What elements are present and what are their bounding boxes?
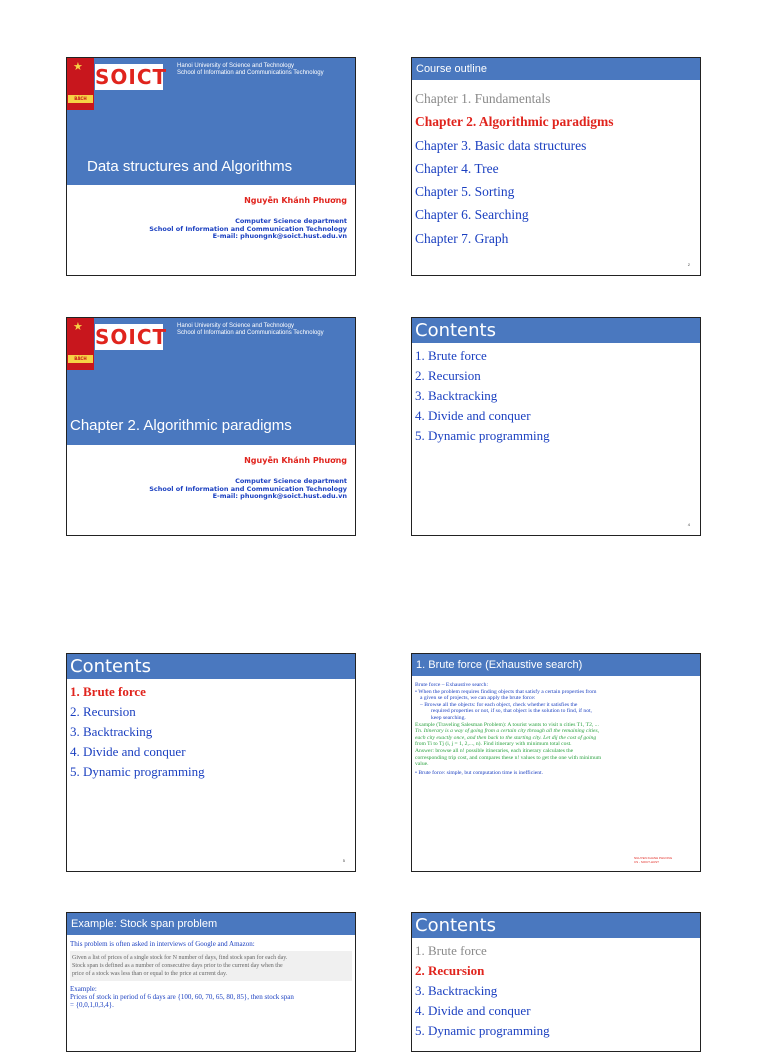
body-line: a given se of projects, we can apply the brute force: — [420, 695, 536, 702]
contents-item: 5. Dynamic programming — [70, 764, 205, 779]
slide-chapter-title — [66, 317, 356, 536]
slide-contents-brute-force — [66, 653, 356, 872]
slide-header: Example: Stock span problem — [67, 913, 355, 935]
university-name — [177, 63, 324, 77]
contents-item: 3. Backtracking — [415, 983, 498, 998]
school-line: School of Information and Communications Technology — [177, 70, 324, 76]
answer-line: Answer: browse all n! possible itineraries, each itinerary calculates the — [415, 747, 574, 754]
signature-line: NGUYEN KHANH PHUONG — [634, 856, 673, 860]
outline-item: Chapter 4. Tree — [415, 160, 499, 176]
contents-item: 3. Backtracking — [70, 724, 153, 739]
answer-line: corresponding trip cost, and compares these n! values to get the one with minimum — [415, 754, 602, 761]
soict-logo: SOICT — [95, 65, 168, 89]
statement-line: Stock span is defined as a number of consecutive days prior to the current day when the — [72, 963, 283, 969]
example-line: Example (Traveling Salesman Problem): A tourist wants to visit n cities T1, T2, ... — [415, 721, 599, 728]
example-line: Tn. Itinerary is a way of going from a certain city through all the remaining cities, — [415, 728, 600, 735]
slide-header: Contents — [67, 654, 355, 679]
department-info — [149, 218, 347, 241]
contents-item: 5. Dynamic programming — [415, 1023, 550, 1038]
answer-line: value. — [415, 761, 429, 768]
body-line: This problem is often asked in interviews of Google and Amazon: — [70, 940, 255, 948]
outline-item: Chapter 5. Sorting — [415, 184, 515, 200]
example-line: each city exactly once, and then back to the starting city. Let dij the cost of going — [415, 734, 597, 741]
author-name: Nguyễn Khánh Phương — [244, 196, 347, 205]
logo-badge: BÁCH KHOA — [68, 355, 93, 363]
contents-item: 4. Divide and conquer — [415, 1003, 531, 1018]
contents-item-done: 1. Brute force — [415, 943, 487, 958]
title-band — [67, 318, 355, 445]
slide-contents — [411, 317, 701, 536]
department-info — [149, 478, 347, 501]
university-name — [177, 323, 324, 337]
page-number: 5 — [342, 858, 345, 863]
dept-line: Computer Science department — [235, 217, 347, 225]
author-signature — [634, 856, 672, 864]
statement-line: price of a stock was less than or equal to the price at current day. — [72, 971, 228, 977]
email-line: E-mail: phuongnk@soict.hust.edu.vn — [212, 492, 347, 500]
author-name: Nguyễn Khánh Phương — [244, 456, 347, 465]
slide-header: Course outline — [412, 58, 700, 80]
page-number: 4 — [687, 522, 690, 527]
contents-item: 2. Recursion — [70, 704, 136, 719]
contents-item: 1. Brute force — [415, 348, 487, 363]
university-line: Hanoi University of Science and Technology — [177, 63, 294, 69]
outline-item-current: Chapter 2. Algorithmic paradigms — [415, 114, 614, 130]
slide-stock-span — [66, 912, 356, 1052]
page-number: 2 — [687, 262, 690, 267]
contents-item: 2. Recursion — [415, 368, 481, 383]
outline-item: Chapter 1. Fundamentals — [415, 91, 551, 106]
school-info-line: School of Information and Communication Technology — [149, 484, 347, 493]
signature-line: CS - SOICT-HUST — [634, 860, 660, 864]
body-line: • When the problem requires finding objects that satisfy a certain properties from — [415, 688, 597, 695]
example-line: from Ti to Tj (i, j = 1, 2,..., n). Find itinerary with minimum total cost. — [415, 741, 572, 748]
chapter-title: Chapter 2. Algorithmic paradigms — [70, 417, 292, 434]
contents-item: 4. Divide and conquer — [415, 408, 531, 423]
outline-item: Chapter 3. Basic data structures — [415, 137, 587, 153]
university-line: Hanoi University of Science and Technology — [177, 323, 294, 329]
body-line: – Browse all the objects: for each object, check whether it satisfies the — [420, 701, 578, 708]
slide-body — [415, 682, 697, 776]
contents-item: 3. Backtracking — [415, 388, 498, 403]
slide-contents-recursion — [411, 912, 701, 1052]
slide-header: Contents — [412, 913, 700, 938]
title-band — [67, 58, 355, 185]
logo-badge: BÁCH KHOA — [68, 95, 93, 103]
contents-item-current: 1. Brute force — [70, 684, 146, 699]
contents-list — [415, 346, 550, 446]
outline-list — [415, 87, 614, 250]
contents-list — [70, 682, 205, 782]
soict-logo: SOICT — [95, 325, 168, 349]
star-icon: ★ — [73, 320, 83, 333]
slide-course-title — [66, 57, 356, 276]
example-line: Prices of stock in period of 6 days are {100, 60, 70, 65, 80, 85}, then stock span — [70, 993, 294, 1001]
example-line: = {0,0,1,0,3,4}. — [70, 1001, 114, 1009]
university-logo — [67, 58, 94, 110]
contents-item: 5. Dynamic programming — [415, 428, 550, 443]
slide-header: 1. Brute force (Exhaustive search) — [412, 654, 700, 676]
star-icon: ★ — [73, 60, 83, 73]
statement-line: Given a list of prices of a single stock for N number of days, find stock span for each day. — [72, 955, 288, 961]
example-label: Example: — [70, 985, 97, 993]
contents-item: 4. Divide and conquer — [70, 744, 186, 759]
slide-course-outline — [411, 57, 701, 276]
dept-line: Computer Science department — [235, 477, 347, 485]
body-line: • Brute force: simple, but computation time is inefficient. — [415, 769, 543, 776]
slide-brute-force — [411, 653, 701, 872]
school-info-line: School of Information and Communication Technology — [149, 224, 347, 233]
slide-body — [70, 940, 352, 1009]
body-line: Brute force – Exhaustive search: — [415, 682, 489, 688]
outline-item: Chapter 7. Graph — [415, 230, 509, 246]
slide-header: Contents — [412, 318, 700, 343]
contents-item-current: 2. Recursion — [415, 963, 485, 978]
problem-statement — [70, 951, 352, 981]
school-line: School of Information and Communications Technology — [177, 330, 324, 336]
body-line: keep searching. — [431, 714, 466, 721]
contents-list — [415, 941, 550, 1041]
course-title: Data structures and Algorithms — [87, 158, 293, 175]
outline-item: Chapter 6. Searching — [415, 207, 529, 223]
email-line: E-mail: phuongnk@soict.hust.edu.vn — [212, 232, 347, 240]
body-line: required properties or not, if so, that object is the solution to find, if not, — [431, 708, 592, 715]
university-logo — [67, 318, 94, 370]
